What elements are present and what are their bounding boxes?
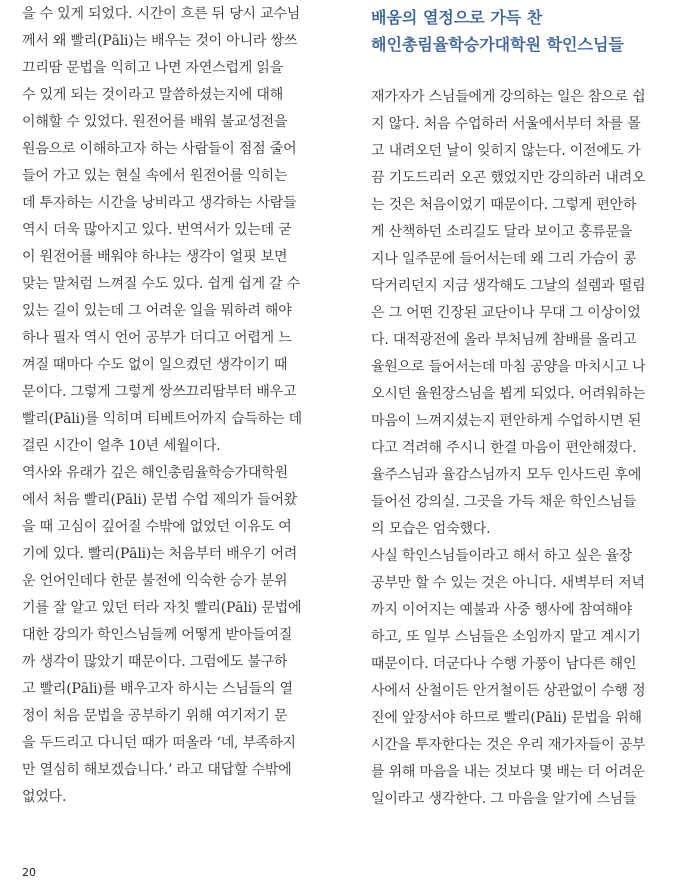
paragraph-line: 께서 왜 빨리(Pāli)는 배우는 것이 아니라 쌍쓰 — [22, 33, 298, 49]
paragraph-line: 있는 길이 있는데 그 어려운 일을 뭐하려 해야 — [22, 303, 292, 319]
paragraph-line: 공부만 할 수 있는 것은 아니다. 새벽부터 저녁 — [371, 575, 645, 591]
paragraph-line: 때문이다. 더군다나 수행 가풍이 남다른 해인 — [371, 656, 637, 672]
paragraph-line: 고 빨리(Pāli)를 배우고자 하시는 스님들의 열 — [22, 681, 293, 697]
paragraph-line: 닥거리던지 지금 생각해도 그날의 설렘과 떨림 — [371, 278, 646, 294]
paragraph-line: 고 내려오던 날이 잊히지 않는다. 이전에도 가 — [371, 143, 641, 159]
paragraph-line: 끔 기도드리러 오곤 했었지만 강의하러 내려오 — [371, 170, 646, 186]
paragraph-line: 만 열심히 해보겠습니다.’ 라고 대답할 수밖에 — [22, 762, 292, 778]
paragraph-line: 까 생각이 많았기 때문이다. 그럼에도 불구하 — [22, 654, 288, 670]
paragraph-line: 운 언어인데다 한문 불전에 익숙한 승가 분위 — [22, 573, 288, 589]
paragraph-line: 는 것은 처음이었기 때문이다. 그렇게 편안하 — [371, 197, 637, 213]
paragraph-line: 율주스님과 율감스님까지 모두 인사드린 후에 — [371, 467, 642, 483]
paragraph-line: 하나 필자 역시 언어 공부가 더디고 어렵게 느 — [22, 330, 292, 346]
paragraph-line: 걸린 시간이 얼추 10년 세월이다. — [22, 438, 221, 454]
paragraph-line: 을 두드리고 다니던 때가 떠올라 ‘네, 부족하지 — [22, 735, 296, 751]
paragraph-line: 없었다. — [22, 789, 67, 805]
paragraph-line: 오시던 율원장스님을 뵙게 되었다. 어려워하는 — [371, 386, 646, 402]
paragraph-line: 율원으로 들어서는데 마침 공양을 마치시고 나 — [371, 359, 646, 375]
section-heading-line: 배움의 열정으로 가득 찬 — [371, 8, 543, 27]
paragraph-line: 마음이 느껴지셨는지 편안하게 수업하시면 된 — [371, 413, 642, 429]
paragraph-line: 빨리(Pāli)를 익히며 티베트어까지 습득하는 데 — [22, 411, 302, 427]
paragraph-line: 의 모습은 엄숙했다. — [371, 521, 491, 537]
section-heading-line: 해인총림율학승가대학원 학인스님들 — [371, 35, 624, 54]
paragraph-line: 다고 격려해 주시니 한결 마음이 편안해졌다. — [371, 440, 637, 456]
paragraph-line: 진에 앞장서야 하므로 빨리(Pāli) 문법을 위해 — [371, 710, 642, 726]
paragraph-line: 하고, 또 일부 스님들은 소임까지 맡고 계시기 — [371, 629, 641, 645]
paragraph-line: 이해할 수 있었다. 원전어를 배워 불교성전을 — [22, 114, 288, 130]
paragraph-line: 지 않다. 처음 수업하러 서울에서부터 차를 몰 — [371, 116, 641, 132]
paragraph-line: 들어 가고 있는 현실 속에서 원전어를 익히는 — [22, 168, 288, 184]
paragraph-line: 를 위해 마음을 내는 것보다 몇 배는 더 어려운 — [371, 764, 645, 780]
paragraph-line: 원음으로 이해하고자 하는 사람들이 점점 줄어 — [22, 141, 297, 157]
paragraph-line: 에서 처음 빨리(Pāli) 문법 수업 제의가 들어왔 — [22, 492, 298, 508]
paragraph-line: 역사와 유래가 깊은 해인총림율학승가대학원 — [22, 465, 288, 481]
paragraph-line: 대한 강의가 학인스님들께 어떻게 받아들여질 — [22, 627, 293, 643]
paragraph-line: 은 그 어떤 긴장된 교단이나 무대 그 이상이었 — [371, 305, 641, 321]
page-number: 20 — [22, 866, 36, 879]
paragraph-line: 지나 일주문에 들어서는데 왜 그리 가슴이 콩 — [371, 251, 637, 267]
paragraph-line: 기를 잘 알고 있던 터라 자칫 빨리(Pāli) 문법에 — [22, 600, 302, 616]
paragraph-line: 다. 대적광전에 올라 부처님께 참배를 올리고 — [371, 332, 637, 348]
paragraph-line: 을 수 있게 되었다. 시간이 흐른 뒤 당시 교수님 — [22, 6, 301, 22]
paragraph-line: 사에서 산철이든 안거철이든 상관없이 수행 정 — [371, 683, 646, 699]
paragraph-line: 수 있게 되는 것이라고 말씀하셨는지에 대해 — [22, 87, 284, 103]
paragraph-line: 정이 처음 문법을 공부하기 위해 여기저기 문 — [22, 708, 288, 724]
paragraph-line: 껴질 때마다 수도 없이 일으켰던 생각이기 때 — [22, 357, 288, 373]
paragraph-line: 사실 학인스님들이라고 해서 하고 싶은 율장 — [371, 548, 633, 564]
paragraph-line: 시간을 투자한다는 것은 우리 재가자들이 공부 — [371, 737, 646, 753]
paragraph-line: 게 산책하던 소리길도 달라 보이고 홍류문을 — [371, 224, 633, 240]
paragraph-line: 들어선 강의실. 그곳을 가득 채운 학인스님들 — [371, 494, 637, 510]
paragraph-line: 문이다. 그렇게 그렇게 쌍쓰끄리땀부터 배우고 — [22, 384, 297, 400]
paragraph-line: 을 때 고심이 깊어질 수밖에 없었던 이유도 여 — [22, 519, 292, 535]
section-heading — [371, 4, 691, 58]
paragraph-line: 역시 더욱 많아지고 있다. 번역서가 있는데 굳 — [22, 222, 292, 238]
paragraph-line: 맞는 말처럼 느껴질 수도 있다. 쉽게 쉽게 갈 수 — [22, 276, 301, 292]
paragraph-line: 이 원전어를 배워야 하냐는 생각이 얼핏 보면 — [22, 249, 288, 265]
paragraph-line: 끄리땀 문법을 익히고 나면 자연스럽게 읽을 — [22, 60, 284, 76]
paragraph-line: 기에 있다. 빨리(Pāli)는 처음부터 배우기 어려 — [22, 546, 298, 562]
paragraph-line: 재가자가 스님들에게 강의하는 일은 참으로 쉽 — [371, 89, 646, 105]
paragraph-line: 데 투자하는 시간을 낭비라고 생각하는 사람들 — [22, 195, 297, 211]
paragraph-line: 일이라고 생각한다. 그 마음을 알기에 스님들 — [371, 791, 637, 807]
paragraph-line: 까지 이어지는 예불과 사중 행사에 참여해야 — [371, 602, 633, 618]
